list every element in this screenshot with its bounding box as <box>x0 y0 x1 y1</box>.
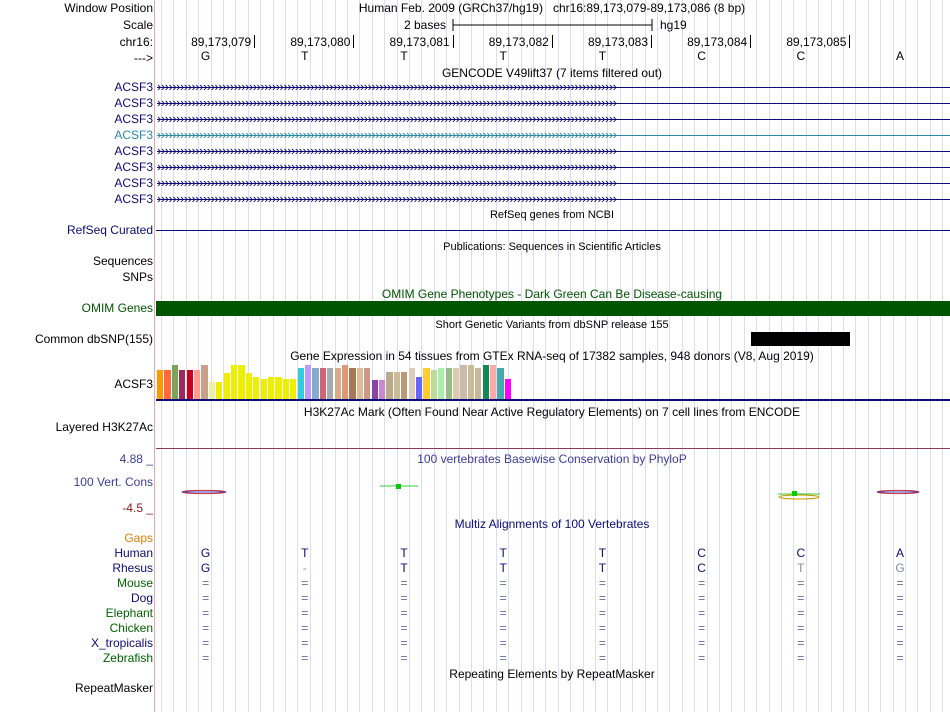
alignment-base: = <box>400 621 408 635</box>
alignment-base: T <box>499 561 507 575</box>
alignment-base: = <box>896 606 904 620</box>
gtex-bar[interactable] <box>246 373 252 399</box>
gtex-bar[interactable] <box>394 372 400 399</box>
alignment-base: - <box>302 561 307 575</box>
gtex-bar[interactable] <box>261 379 267 399</box>
alignment-base: = <box>499 576 507 590</box>
alignment-base: = <box>202 576 210 590</box>
base-letter: T <box>400 49 408 63</box>
ruler-position-label: 89,173,080 <box>290 35 351 49</box>
alignment-base: T <box>797 561 805 575</box>
gtex-bar[interactable] <box>224 373 230 399</box>
alignment-base: = <box>598 651 606 665</box>
gtex-bar[interactable] <box>157 370 163 399</box>
alignment-base: = <box>499 621 507 635</box>
strand-chevrons: ›››››››››››››››››››››››››››››››››››››››››››››››››››››››››››››››››››››››››››››››››››››››››››››››››››››››››››››››››››››››› <box>157 79 617 94</box>
alignment-base: = <box>896 651 904 665</box>
alignment-base: = <box>797 606 805 620</box>
gtex-bar[interactable] <box>305 365 311 399</box>
base-letter: C <box>697 49 706 63</box>
ruler-tick <box>849 35 850 48</box>
gtex-bar[interactable] <box>372 380 378 399</box>
gtex-bar[interactable] <box>342 365 348 399</box>
scale-value: 2 bases <box>404 18 447 32</box>
gtex-bar[interactable] <box>290 379 296 399</box>
refseq-gene-line[interactable] <box>156 230 950 231</box>
gtex-bar[interactable] <box>209 382 215 399</box>
alignment-base: G <box>200 561 211 575</box>
strand-chevrons: ›››››››››››››››››››››››››››››››››››››››››››››››››››››››››››››››››››››››››››››››››››››››››››››››››››››››››››››››››››››››› <box>157 175 617 190</box>
strand-label: ---> <box>134 51 153 65</box>
gtex-label[interactable]: ACSF3 <box>114 377 153 391</box>
h3k27ac-baseline <box>156 448 950 449</box>
alignment-base: T <box>598 546 607 560</box>
chrom-label: chr16: <box>119 35 153 49</box>
base-letter: T <box>301 49 309 63</box>
alignment-base: T <box>301 546 309 560</box>
phylop-mark <box>792 491 797 496</box>
gencode-gene-label[interactable]: ACSF3 <box>114 192 153 206</box>
gtex-bar[interactable] <box>172 365 178 399</box>
gtex-bar[interactable] <box>423 368 429 399</box>
gtex-bar[interactable] <box>438 368 444 399</box>
gtex-bar[interactable] <box>335 368 341 399</box>
species-label[interactable]: Mouse <box>116 576 153 590</box>
gencode-gene-label[interactable]: ACSF3 <box>114 112 153 126</box>
gtex-bar[interactable] <box>416 377 422 399</box>
gencode-gene-label[interactable]: ACSF3 <box>114 144 153 158</box>
ruler-position-label: 89,173,083 <box>587 35 648 49</box>
gtex-bar[interactable] <box>483 365 489 399</box>
alignment-base: = <box>301 636 309 650</box>
alignment-base: = <box>499 606 507 620</box>
alignment-base: = <box>598 621 606 635</box>
alignment-base: = <box>598 606 606 620</box>
ruler-tick <box>750 35 751 48</box>
gtex-bar[interactable] <box>283 379 289 399</box>
label-divider <box>154 0 155 712</box>
gencode-title[interactable]: GENCODE V49lift37 (7 items filtered out) <box>441 66 663 80</box>
phylop-mark <box>779 495 819 499</box>
gtex-bar[interactable] <box>409 368 415 399</box>
alignment-base: = <box>698 636 706 650</box>
gtex-bar[interactable] <box>298 368 304 399</box>
base-letter: T <box>499 49 507 63</box>
gtex-bar[interactable] <box>275 377 281 399</box>
gtex-bar[interactable] <box>312 368 318 399</box>
species-label[interactable]: Zebrafish <box>102 651 153 665</box>
gtex-bar[interactable] <box>164 370 170 399</box>
alignment-base: = <box>797 576 805 590</box>
alignment-base: = <box>499 591 507 605</box>
phylop-max-value: 4.88 _ <box>119 452 153 466</box>
gtex-bar[interactable] <box>475 368 481 399</box>
alignment-base: = <box>499 636 507 650</box>
gtex-bar[interactable] <box>364 368 370 399</box>
alignment-base: = <box>400 636 408 650</box>
snps-label[interactable]: SNPs <box>122 270 153 284</box>
gaps-label[interactable]: Gaps <box>124 531 153 545</box>
gtex-bar[interactable] <box>460 365 466 399</box>
alignment-base: C <box>796 546 806 560</box>
ruler-position-label: 89,173,084 <box>687 35 748 49</box>
species-label[interactable]: X_tropicalis <box>90 636 153 650</box>
base-letter: C <box>796 49 806 63</box>
species-label[interactable]: Rhesus <box>112 561 153 575</box>
phylop-min-value: -4.5 _ <box>122 501 153 515</box>
alignment-base: = <box>797 591 805 605</box>
alignment-base: = <box>896 636 904 650</box>
gtex-bar[interactable] <box>497 368 503 399</box>
alignment-base: = <box>797 621 805 635</box>
gencode-gene-label[interactable]: ACSF3 <box>114 128 153 142</box>
alignment-base: = <box>698 651 706 665</box>
gtex-bar[interactable] <box>253 377 259 399</box>
gtex-bar[interactable] <box>379 380 385 399</box>
window-position-value[interactable]: Human Feb. 2009 (GRCh37/hg19) chr16:89,173,079-89,173,086 (8 bp) <box>358 1 746 15</box>
ruler-position-label: 89,173,079 <box>191 35 252 49</box>
alignment-base: = <box>698 591 706 605</box>
ruler-position-label: 89,173,085 <box>786 35 847 49</box>
gtex-bar[interactable] <box>238 365 244 399</box>
alignment-base: = <box>301 591 309 605</box>
alignment-base: T <box>400 561 408 575</box>
gtex-bar[interactable] <box>194 370 200 399</box>
gtex-bar[interactable] <box>401 372 407 399</box>
alignment-base: = <box>598 591 606 605</box>
gtex-bar[interactable] <box>453 368 459 399</box>
strand-chevrons: ›››››››››››››››››››››››››››››››››››››››››››››››››››››››››››››››››››››››››››››››››››››››››››››››››››››››››››››››››››››››› <box>157 95 617 110</box>
gencode-gene-label[interactable]: ACSF3 <box>114 96 153 110</box>
alignment-base: = <box>301 606 309 620</box>
gtex-bar[interactable] <box>357 368 363 399</box>
alignment-base: T <box>598 561 607 575</box>
gtex-bar[interactable] <box>231 365 237 399</box>
alignment-base: = <box>400 651 408 665</box>
gtex-bar[interactable] <box>446 368 452 399</box>
gtex-bar[interactable] <box>505 379 511 399</box>
species-label[interactable]: Human <box>114 546 153 560</box>
base-letter: G <box>200 49 211 63</box>
gencode-gene-label[interactable]: ACSF3 <box>114 160 153 174</box>
alignment-base: = <box>400 576 408 590</box>
omim-title[interactable]: OMIM Gene Phenotypes - Dark Green Can Be Disease-causing <box>381 287 723 301</box>
gtex-bar[interactable] <box>431 370 437 399</box>
alignment-base: = <box>202 636 210 650</box>
species-label[interactable]: Chicken <box>109 621 153 635</box>
species-label[interactable]: Elephant <box>105 606 153 620</box>
gtex-bar[interactable] <box>490 365 496 399</box>
base-letter: T <box>598 49 607 63</box>
multiz-title[interactable]: Multiz Alignments of 100 Vertebrates <box>454 517 650 531</box>
alignment-base: = <box>598 636 606 650</box>
gtex-bar[interactable] <box>349 368 355 399</box>
gtex-title[interactable]: Gene Expression in 54 tissues from GTEx RNA-seq of 17382 samples, 948 donors (V8, Aug 2019) <box>290 349 814 363</box>
strand-chevrons: ›››››››››››››››››››››››››››››››››››››››››››››››››››››››››››››››››››››››››››››››››››››››››››››››››››››››››››››››››››››››› <box>157 159 617 174</box>
omim-gene-bar[interactable] <box>156 301 950 316</box>
scale-label: Scale <box>122 18 153 32</box>
gtex-bar[interactable] <box>327 368 333 399</box>
gtex-bar[interactable] <box>201 365 207 399</box>
alignment-base: = <box>301 576 309 590</box>
alignment-base: = <box>698 576 706 590</box>
phylop-mark <box>396 484 401 489</box>
gencode-gene-label[interactable]: ACSF3 <box>114 80 153 94</box>
sequences-label[interactable]: Sequences <box>92 254 153 268</box>
alignment-base: = <box>301 651 309 665</box>
ruler-position-label: 89,173,081 <box>389 35 450 49</box>
ruler-tick <box>552 35 553 48</box>
alignment-base: = <box>896 621 904 635</box>
ruler-tick <box>651 35 652 48</box>
repeatmasker-label[interactable]: RepeatMasker <box>74 681 153 695</box>
scale-assembly: hg19 <box>660 18 687 32</box>
gtex-bar[interactable] <box>320 368 326 399</box>
gtex-baseline <box>156 399 950 401</box>
alignment-base: G <box>200 546 211 560</box>
h3k27ac-label[interactable]: Layered H3K27Ac <box>55 420 153 434</box>
gtex-bar[interactable] <box>187 370 193 399</box>
strand-chevrons: ›››››››››››››››››››››››››››››››››››››››››››››››››››››››››››››››››››››››››››››››››››››››››››››››››››››››››››››››››››››››› <box>157 127 617 142</box>
scale-bar <box>452 18 654 32</box>
strand-chevrons: ›››››››››››››››››››››››››››››››››››››››››››››››››››››››››››››››››››››››››››››››››››››››››››››››››››››››››››››››››››››››› <box>157 143 617 158</box>
alignment-base: = <box>400 591 408 605</box>
publications-title[interactable]: Publications: Sequences in Scientific Articles <box>443 241 661 253</box>
gtex-bar[interactable] <box>386 372 392 399</box>
dbsnp-label[interactable]: Common dbSNP(155) <box>34 332 153 346</box>
alignment-base: T <box>499 546 507 560</box>
alignment-base: C <box>697 561 706 575</box>
alignment-base: = <box>202 621 210 635</box>
gtex-bar[interactable] <box>216 382 222 399</box>
ruler-tick <box>254 35 255 48</box>
strand-chevrons: ›››››››››››››››››››››››››››››››››››››››››››››››››››››››››››››››››››››››››››››››››››››››››››››››››››››››››››››››››››››››› <box>157 191 617 206</box>
alignment-base: G <box>895 561 905 575</box>
alignment-base: = <box>202 651 210 665</box>
phylop-label[interactable]: 100 Vert. Cons <box>73 475 153 489</box>
alignment-base: = <box>896 591 904 605</box>
alignment-base: = <box>896 576 904 590</box>
alignment-base: = <box>499 651 507 665</box>
strand-chevrons: ›››››››››››››››››››››››››››››››››››››››››››››››››››››››››››››››››››››››››››››››››››››››››››››››››››››››››››››››››››››››› <box>157 111 617 126</box>
alignment-base: = <box>202 606 210 620</box>
gtex-bar[interactable] <box>468 365 474 399</box>
phylop-signal[interactable] <box>156 480 950 502</box>
alignment-base: = <box>400 606 408 620</box>
alignment-base: = <box>698 621 706 635</box>
ruler-tick <box>453 35 454 48</box>
ruler-tick <box>353 35 354 48</box>
omim-label[interactable]: OMIM Genes <box>81 301 153 315</box>
alignment-base: = <box>698 606 706 620</box>
gtex-bar[interactable] <box>268 377 274 399</box>
refseq-label[interactable]: RefSeq Curated <box>66 223 153 237</box>
dbsnp-title[interactable]: Short Genetic Variants from dbSNP release 155 <box>435 319 669 331</box>
gencode-gene-label[interactable]: ACSF3 <box>114 176 153 190</box>
dbsnp-variant[interactable] <box>751 332 850 346</box>
ruler-position-label: 89,173,082 <box>488 35 549 49</box>
phylop-title[interactable]: 100 vertebrates Basewise Conservation by PhyloP <box>417 452 687 466</box>
window-position-label: Window Position <box>64 1 153 15</box>
repeatmasker-title[interactable]: Repeating Elements by RepeatMasker <box>449 667 655 681</box>
alignment-base: C <box>697 546 706 560</box>
alignment-base: = <box>598 576 606 590</box>
gtex-bar[interactable] <box>179 370 185 399</box>
alignment-base: = <box>797 636 805 650</box>
alignment-base: A <box>895 546 905 560</box>
alignment-base: = <box>202 591 210 605</box>
base-letter: A <box>895 49 905 63</box>
alignment-base: T <box>400 546 408 560</box>
alignment-base: = <box>301 621 309 635</box>
refseq-title[interactable]: RefSeq genes from NCBI <box>489 209 615 221</box>
h3k27ac-title[interactable]: H3K27Ac Mark (Often Found Near Active Regulatory Elements) on 7 cell lines from ENCODE <box>303 405 801 419</box>
species-label[interactable]: Dog <box>130 591 153 605</box>
alignment-base: = <box>797 651 805 665</box>
